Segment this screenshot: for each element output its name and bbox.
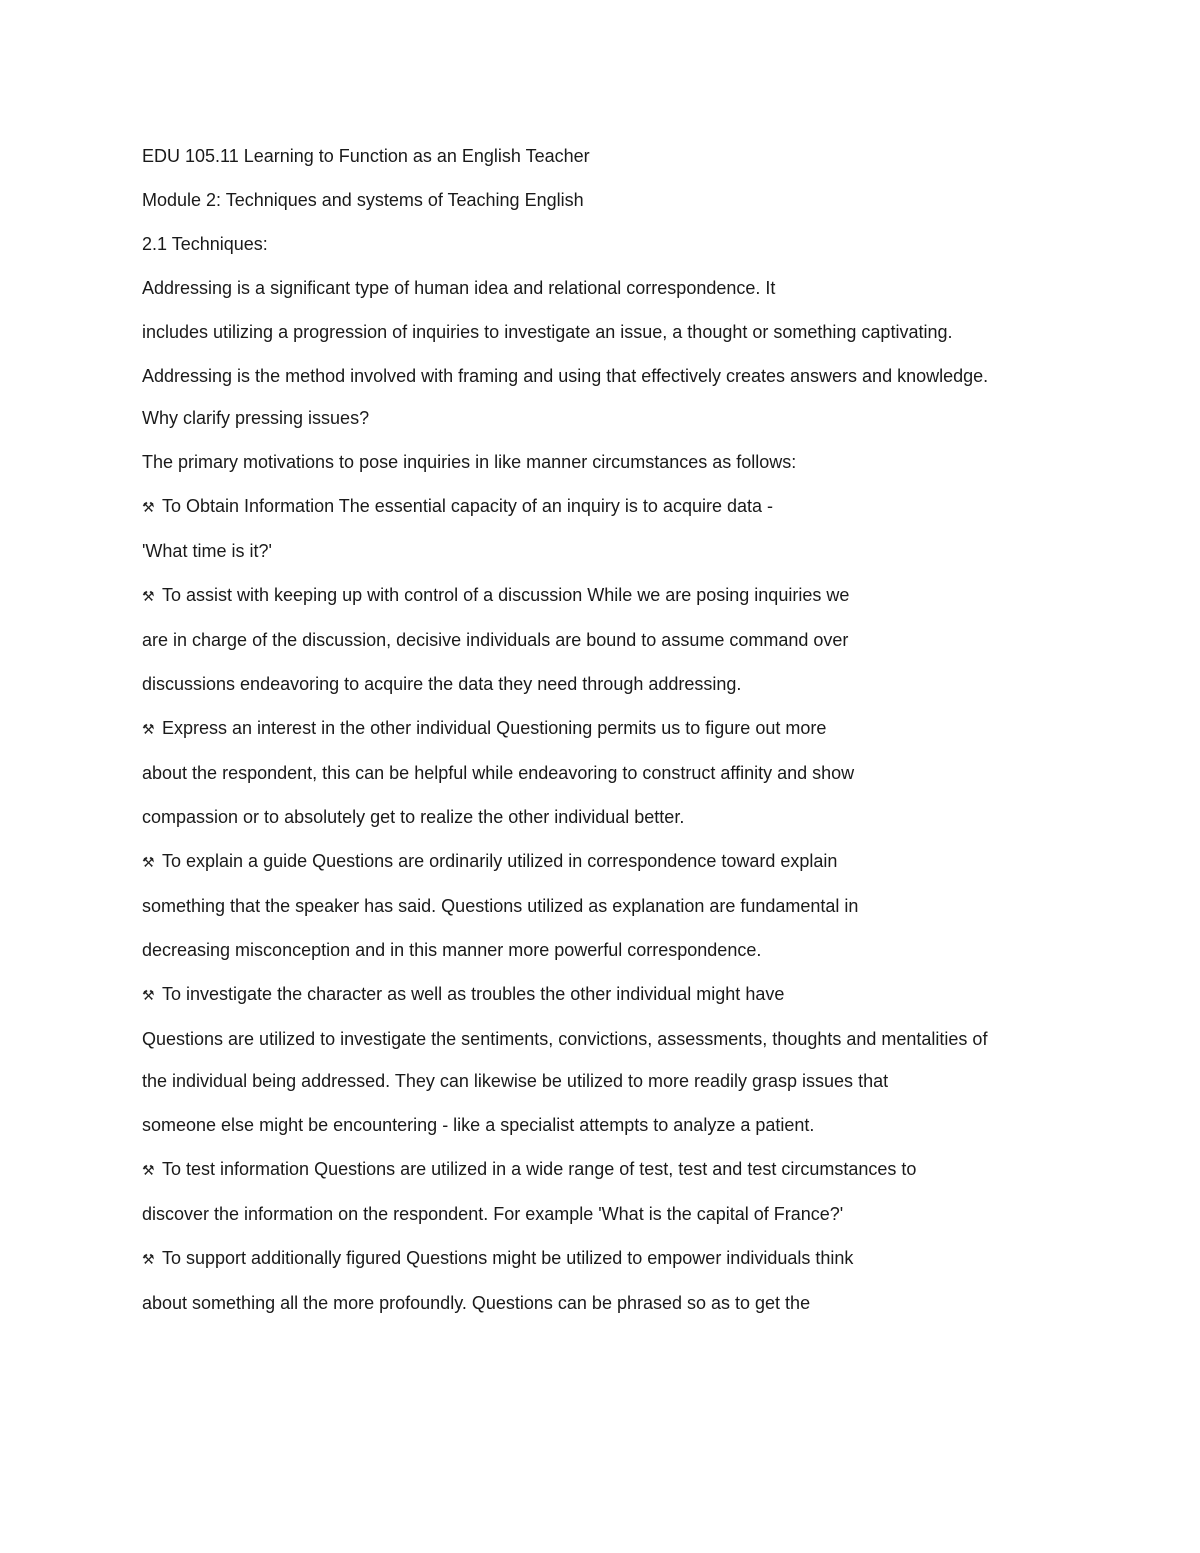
bullet-paragraph-line (142, 1244, 1072, 1273)
line-text: discussions endeavoring to acquire the data they need through addressing. (142, 674, 742, 694)
bullet-flag-icon: ⚒ (142, 499, 155, 515)
line-text: To explain a guide Questions are ordinarily utilized in correspondence toward explain (162, 851, 838, 871)
line-text: 2.1 Techniques: (142, 234, 268, 254)
bullet-flag-icon: ⚒ (142, 1251, 155, 1267)
paragraph-line (142, 230, 1072, 258)
bullet-paragraph-line (142, 980, 1072, 1009)
line-text: EDU 105.11 Learning to Function as an English Teacher (142, 146, 590, 166)
bullet-flag-icon: ⚒ (142, 721, 155, 737)
line-text: compassion or to absolutely get to realize the other individual better. (142, 807, 685, 827)
paragraph-line (142, 1111, 1072, 1139)
line-text: discover the information on the respondent. For example 'What is the capital of France?' (142, 1204, 844, 1224)
line-text: the individual being addressed. They can likewise be utilized to more readily grasp issues that (142, 1071, 889, 1091)
line-text: The primary motivations to pose inquiries in like manner circumstances as follows: (142, 452, 797, 472)
paragraph-line (142, 142, 1072, 170)
line-text: 'What time is it?' (142, 541, 272, 561)
line-text: To assist with keeping up with control of a discussion While we are posing inquiries we (162, 585, 850, 605)
line-text: about something all the more profoundly. Questions can be phrased so as to get the (142, 1293, 811, 1313)
line-text: Addressing is a significant type of human idea and relational correspondence. It (142, 278, 776, 298)
line-text: Express an interest in the other individual Questioning permits us to figure out more (162, 718, 827, 738)
line-text: decreasing misconception and in this manner more powerful correspondence. (142, 940, 762, 960)
bullet-flag-icon: ⚒ (142, 588, 155, 604)
line-text: To test information Questions are utilized in a wide range of test, test and test circumstances to (162, 1159, 917, 1179)
bullet-flag-icon: ⚒ (142, 987, 155, 1003)
paragraph-line (142, 1289, 1072, 1317)
bullet-paragraph-line (142, 714, 1072, 743)
paragraph-line (142, 448, 1072, 476)
paragraph-line (142, 670, 1072, 698)
bullet-paragraph-line (142, 847, 1072, 876)
bullet-paragraph-line (142, 581, 1072, 610)
line-text: are in charge of the discussion, decisive individuals are bound to assume command over (142, 630, 849, 650)
paragraph-line (142, 1067, 1072, 1095)
paragraph-line (142, 626, 1072, 654)
bullet-flag-icon: ⚒ (142, 854, 155, 870)
paragraph-line (142, 404, 1072, 432)
paragraph-line (142, 362, 1072, 390)
bullet-paragraph-line (142, 492, 1072, 521)
paragraph-line (142, 759, 1072, 787)
line-text: about the respondent, this can be helpful while endeavoring to construct affinity and show (142, 763, 855, 783)
line-text: To Obtain Information The essential capacity of an inquiry is to acquire data - (162, 496, 773, 516)
paragraph-line (142, 892, 1072, 920)
line-text: To support additionally figured Questions might be utilized to empower individuals think (162, 1248, 854, 1268)
paragraph-line (142, 274, 1072, 302)
paragraph-line (142, 936, 1072, 964)
paragraph-line (142, 537, 1072, 565)
line-text: something that the speaker has said. Questions utilized as explanation are fundamental in (142, 896, 859, 916)
line-text: Module 2: Techniques and systems of Teaching English (142, 190, 584, 210)
line-text: Why clarify pressing issues? (142, 408, 370, 428)
paragraph-line (142, 318, 1072, 346)
line-text: someone else might be encountering - like a specialist attempts to analyze a patient. (142, 1115, 815, 1135)
line-text: To investigate the character as well as troubles the other individual might have (162, 984, 785, 1004)
paragraph-line (142, 1025, 1072, 1053)
bullet-flag-icon: ⚒ (142, 1162, 155, 1178)
document-body (142, 142, 1072, 1333)
paragraph-line (142, 1200, 1072, 1228)
bullet-paragraph-line (142, 1155, 1072, 1184)
paragraph-line (142, 186, 1072, 214)
line-text: Questions are utilized to investigate the sentiments, convictions, assessments, thoughts and mentalities of (142, 1029, 988, 1049)
paragraph-line (142, 803, 1072, 831)
line-text: Addressing is the method involved with framing and using that effectively creates answers and knowledge. (142, 366, 989, 386)
line-text: includes utilizing a progression of inquiries to investigate an issue, a thought or something captivating. (142, 322, 953, 342)
